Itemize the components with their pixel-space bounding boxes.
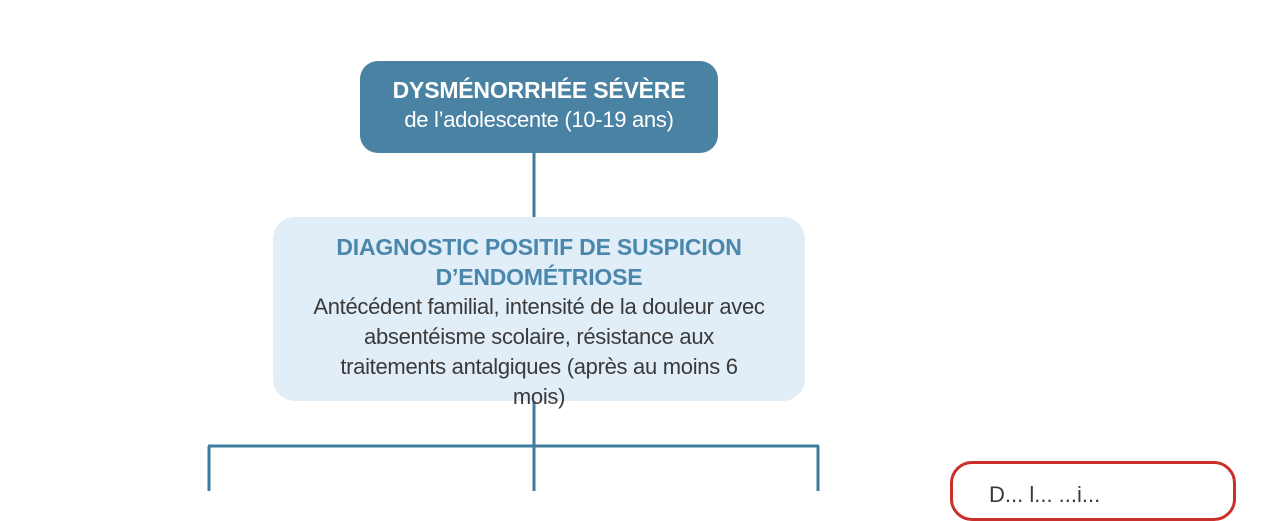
severe-dysmenorrhea-title: DYSMÉNORRHÉE SÉVÈRE: [392, 77, 686, 103]
severe-dysmenorrhea-subtitle: de l’adolescente (10-19 ans): [404, 107, 674, 132]
alert-box-text: D... l... ...i...: [989, 482, 1101, 507]
positive-diagnosis-title: DIAGNOSTIC POSITIF DE SUSPICION D’ENDOMÉTRIOSE: [336, 234, 742, 290]
alert-box: [950, 461, 1236, 521]
positive-diagnosis-description: Antécédent familial, intensité de la douleur avec absentéisme scolaire, résistance aux traitements antalgiques (après au moins 6 mois): [313, 294, 765, 409]
severe-dysmenorrhea-box: [360, 61, 718, 153]
positive-diagnosis-box: [273, 217, 805, 409]
